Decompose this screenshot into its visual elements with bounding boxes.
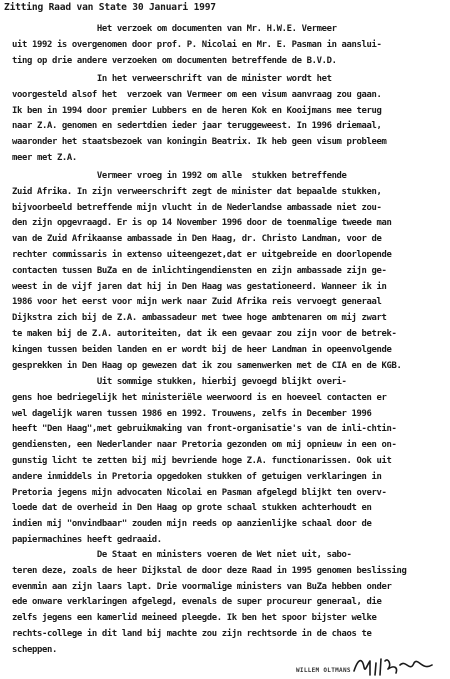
text-line: naar Z.A. genomen en sedertdien ieder jaar teruggeweest. In 1996 driemaal, [12,121,382,132]
text-line: weest in de vijf jaren dat hij in Den Haag was gestationeerd. Wanneer ik in [12,281,387,292]
paragraph-1 [12,22,444,69]
text-line: Ik ben in 1994 door premier Lubbers en de heren Kok en Kooijmans mee terug [12,105,382,116]
text-line: voorgesteld alsof het verzoek van Vermeer om een visum aanvraag zou gaan. [12,89,382,100]
document-header: Zitting Raad van State 30 Januari 1997 [4,2,216,13]
paragraph-3 [12,169,444,374]
paragraph-5 [12,548,444,659]
text-line: gesprekken in Den Haag op gewezen dat ik zou samenwerken met de CIA en de KGB. [12,360,402,371]
text-line: contacten tussen BuZa en de inlichtingendiensten en zijn ambassade zijn ge- [12,265,387,276]
text-line: gendiensten, een Nederlander naar Pretoria gezonden om mij opnieuw in een on- [12,440,397,451]
text-line: Uit sommige stukken, hierbij gevoegd blijkt overi- [12,377,347,387]
text-line: In het verweerschrift van de minister wordt het [12,74,332,84]
handwritten-signature [348,655,438,679]
text-line: scheppen. [12,644,57,655]
text-line: evenmin aan zijn laars lapt. Drie voormalige ministers van BuZa hebben onder [12,581,392,592]
text-line: 1986 voor het eerst voor mijn werk naar Zuid Afrika reis vervoegt generaal [12,297,382,308]
text-line: teren deze, zoals de heer Dijkstal de door deze Raad in 1995 genomen beslissing [12,565,407,576]
text-line: indien mij "onvindbaar" zouden mijn reeds op aanzienlijke schaal door de [12,519,372,530]
text-line: Zuid Afrika. In zijn verweerschrift zegt de minister dat bepaalde stukken, [12,186,382,197]
text-line: Vermeer vroeg in 1992 om alle stukken betreffende [12,171,347,181]
text-line: De Staat en ministers voeren de Wet niet uit, sabo- [12,550,352,560]
text-line: gens hoe bedriegelijk het ministeriële weerwoord is en hoeveel contacten er [12,392,387,403]
text-line: heeft "Den Haag",met gebruikmaking van front-organisatie's van de inli-chtin- [12,424,397,435]
text-line: van de Zuid Afrikaanse ambassade in Den Haag, dr. Christo Landman, voor de [12,234,382,245]
text-line: rechts-college in dit land bij machte zou zijn rechtsorde in de chaos te [12,628,372,639]
text-line: Pretoria jegens mijn advocaten Nicolai en Pasman afgelegd blijkt ten overv- [12,487,387,498]
text-line: loede dat de overheid in Den Haag op grote schaal stukken achterhoudt en [12,503,372,514]
text-line: kingen tussen beiden landen en er wordt bij de heer Landman in opeenvolgende [12,344,392,355]
text-line: waaronder het staatsbezoek van koningin Beatrix. Ik heb geen visum probleem [12,137,387,148]
text-line: rechter commissaris in extenso uiteengezet,dat er uitgebreide en doorlopende [12,249,392,260]
text-line: uit 1992 is overgenomen door prof. P. Nicolai en Mr. E. Pasman in aanslui- [12,39,382,50]
text-line: meer met Z.A. [12,152,77,163]
text-line: Het verzoek om documenten van Mr. H.W.E. Vermeer [12,24,337,34]
text-line: Dijkstra zich bij de Z.A. ambassadeur met twee hoge ambtenaren om mij zwart [12,313,387,324]
text-line: den zijn opgevraagd. Er is op 14 November 1996 door de toenmalige tweede man [12,218,392,229]
text-line: papiermachines heeft gedraaid. [12,534,162,545]
paragraph-2 [12,72,444,167]
paragraph-4 [12,375,444,549]
text-line: wel dagelijk waren tussen 1986 en 1992. Trouwens, zelfs in December 1996 [12,408,372,419]
signature-name: WILLEM OLTMANS [296,667,351,674]
text-line: andere inmiddels in Pretoria opgedoken stukken of getuigen verklaringen in [12,471,382,482]
text-line: gunstig licht te zetten bij mij bevriende hoge Z.A. functionarissen. Ook uit [12,455,392,466]
text-line: zelfs jegens een kamerlid meineed pleegde. Ik ben het spoor bijster welke [12,613,377,624]
text-line: bijvoorbeeld betreffende mijn vlucht in de Nederlandse ambassade niet zou- [12,202,382,213]
text-line: te maken bij de Z.A. autoriteiten, dat ik een gevaar zou zijn voor de betrek- [12,328,397,339]
text-line: ede onware verklaringen afgelegd, evenals de super procureur generaal, die [12,597,382,608]
text-line: ting op drie andere verzoeken om documenten betreffende de B.V.D. [12,55,337,66]
